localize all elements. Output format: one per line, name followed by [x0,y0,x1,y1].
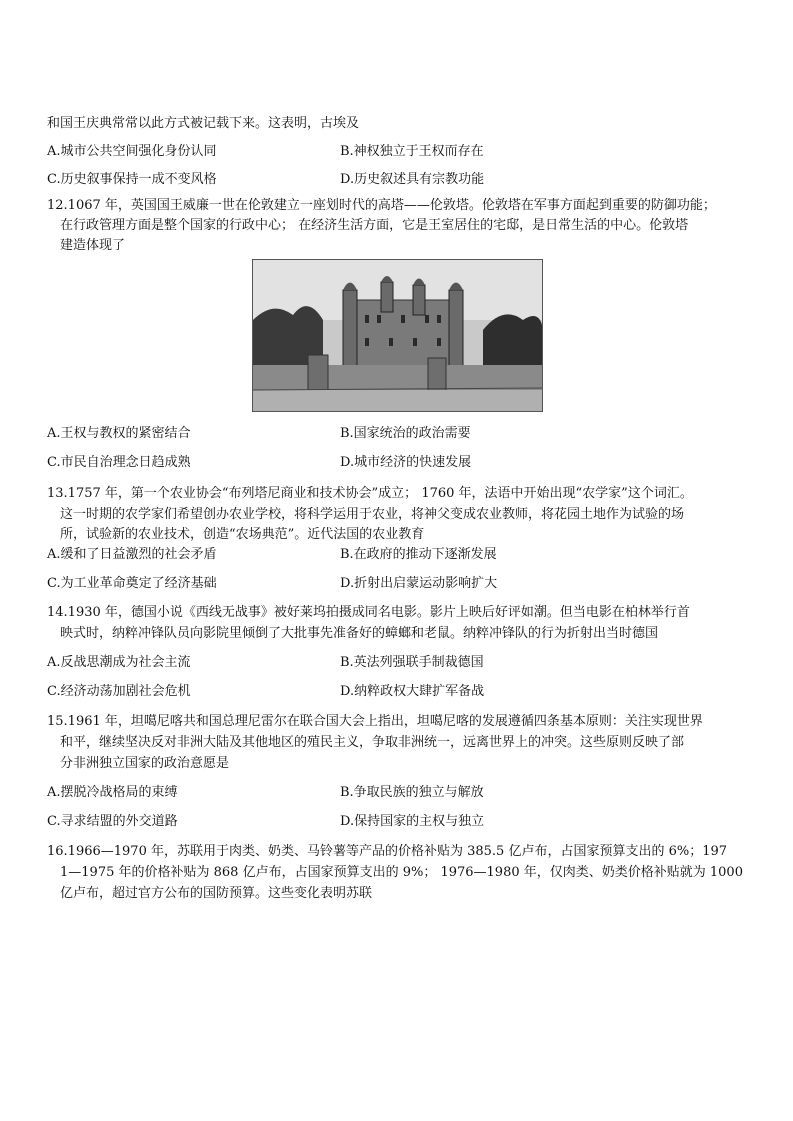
tower-of-london-photo [252,259,543,412]
q16-stem-line-2: 1—1975 年的价格补贴为 868 亿卢布，占国家预算支出的 9%； 1976—1980 年，仅肉类、奶类价格补贴就为 1000 [60,865,743,880]
q14-option-d[interactable]: D.纳粹政权大肆扩军备战 [340,684,485,699]
q15-option-c[interactable]: C.寻求结盟的外交道路 [47,814,178,829]
q15-stem-line-3: 分非洲独立国家的政治意愿是 [60,756,230,771]
q12-option-c[interactable]: C.市民自治理念日趋成熟 [47,455,191,470]
q11-option-b[interactable]: B.神权独立于王权而存在 [340,144,484,159]
q12-stem-line-3: 建造体现了 [60,238,126,253]
q13-stem-line-2: 这一时期的农学家们希望创办农业学校，将科学运用于农业，将神父变成农业教师，将花园土地作为试验的场 [60,507,685,522]
q15-stem-line-2: 和平，继续坚决反对非洲大陆及其他地区的殖民主义，争取非洲统一，远离世界上的冲突。这些原则反映了部 [60,735,685,750]
q15-option-a[interactable]: A.摆脱冷战格局的束缚 [47,785,178,800]
q11-option-c[interactable]: C.历史叙事保持一成不变风格 [47,172,217,187]
q13-stem-line-3: 所，试验新的农业技术，创造“农场典范”。近代法国的农业教育 [60,527,425,542]
q15-option-d[interactable]: D.保持国家的主权与独立 [340,814,485,829]
q11-stem-tail: 和国王庆典常常以此方式被记载下来。这表明，古埃及 [47,116,360,131]
q11-option-d[interactable]: D.历史叙述具有宗教功能 [340,172,485,187]
q15-option-b[interactable]: B.争取民族的独立与解放 [340,785,484,800]
q13-option-d[interactable]: D.折射出启蒙运动影响扩大 [340,576,498,591]
q12-stem-line-2: 在行政管理方面是整个国家的行政中心； 在经济生活方面，它是王室居住的宅邸，是日常生活的中心。伦敦塔 [60,218,689,233]
q12-option-d[interactable]: D.城市经济的快速发展 [340,455,472,470]
q11-option-a[interactable]: A.城市公共空间强化身份认同 [47,144,217,159]
q13-stem-line-1: 13.1757 年，第一个农业协会“布列塔尼商业和技术协会”成立； 1760 年，法语中开始出现“农学家”这个词汇。 [47,486,693,501]
q13-option-a[interactable]: A.缓和了日益激烈的社会矛盾 [47,547,217,562]
q14-option-a[interactable]: A.反战思潮成为社会主流 [47,655,191,670]
q13-option-c[interactable]: C.为工业革命奠定了经济基础 [47,576,217,591]
q14-option-b[interactable]: B.英法列强联手制裁德国 [340,655,484,670]
q14-option-c[interactable]: C.经济动荡加剧社会危机 [47,684,191,699]
q14-stem-line-2: 映式时，纳粹冲锋队员向影院里倾倒了大批事先准备好的蟑螂和老鼠。纳粹冲锋队的行为折射出当时德国 [60,626,659,641]
q12-option-b[interactable]: B.国家统治的政治需要 [340,426,471,441]
q16-stem-line-1: 16.1966—1970 年，苏联用于肉类、奶类、马铃薯等产品的价格补贴为 385.5 亿卢布，占国家预算支出的 6%；197 [47,844,728,859]
q16-stem-line-3: 亿卢布，超过官方公布的国防预算。这些变化表明苏联 [60,886,373,901]
q14-stem-line-1: 14.1930 年，德国小说《西线无战事》被好莱坞拍摄成同名电影。影片上映后好评如潮。但当电影在柏林举行首 [47,605,690,620]
q13-option-b[interactable]: B.在政府的推动下逐渐发展 [340,547,497,562]
q12-option-a[interactable]: A.王权与教权的紧密结合 [47,426,191,441]
q12-stem-line-1: 12.1067 年，英国国王威廉一世在伦敦建立一座划时代的高塔——伦敦塔。伦敦塔在军事方面起到重要的防御功能； [47,198,716,213]
q15-stem-line-1: 15.1961 年，坦噶尼喀共和国总理尼雷尔在联合国大会上指出，坦噶尼喀的发展遵循四条基本原则：关注实现世界 [47,714,703,729]
